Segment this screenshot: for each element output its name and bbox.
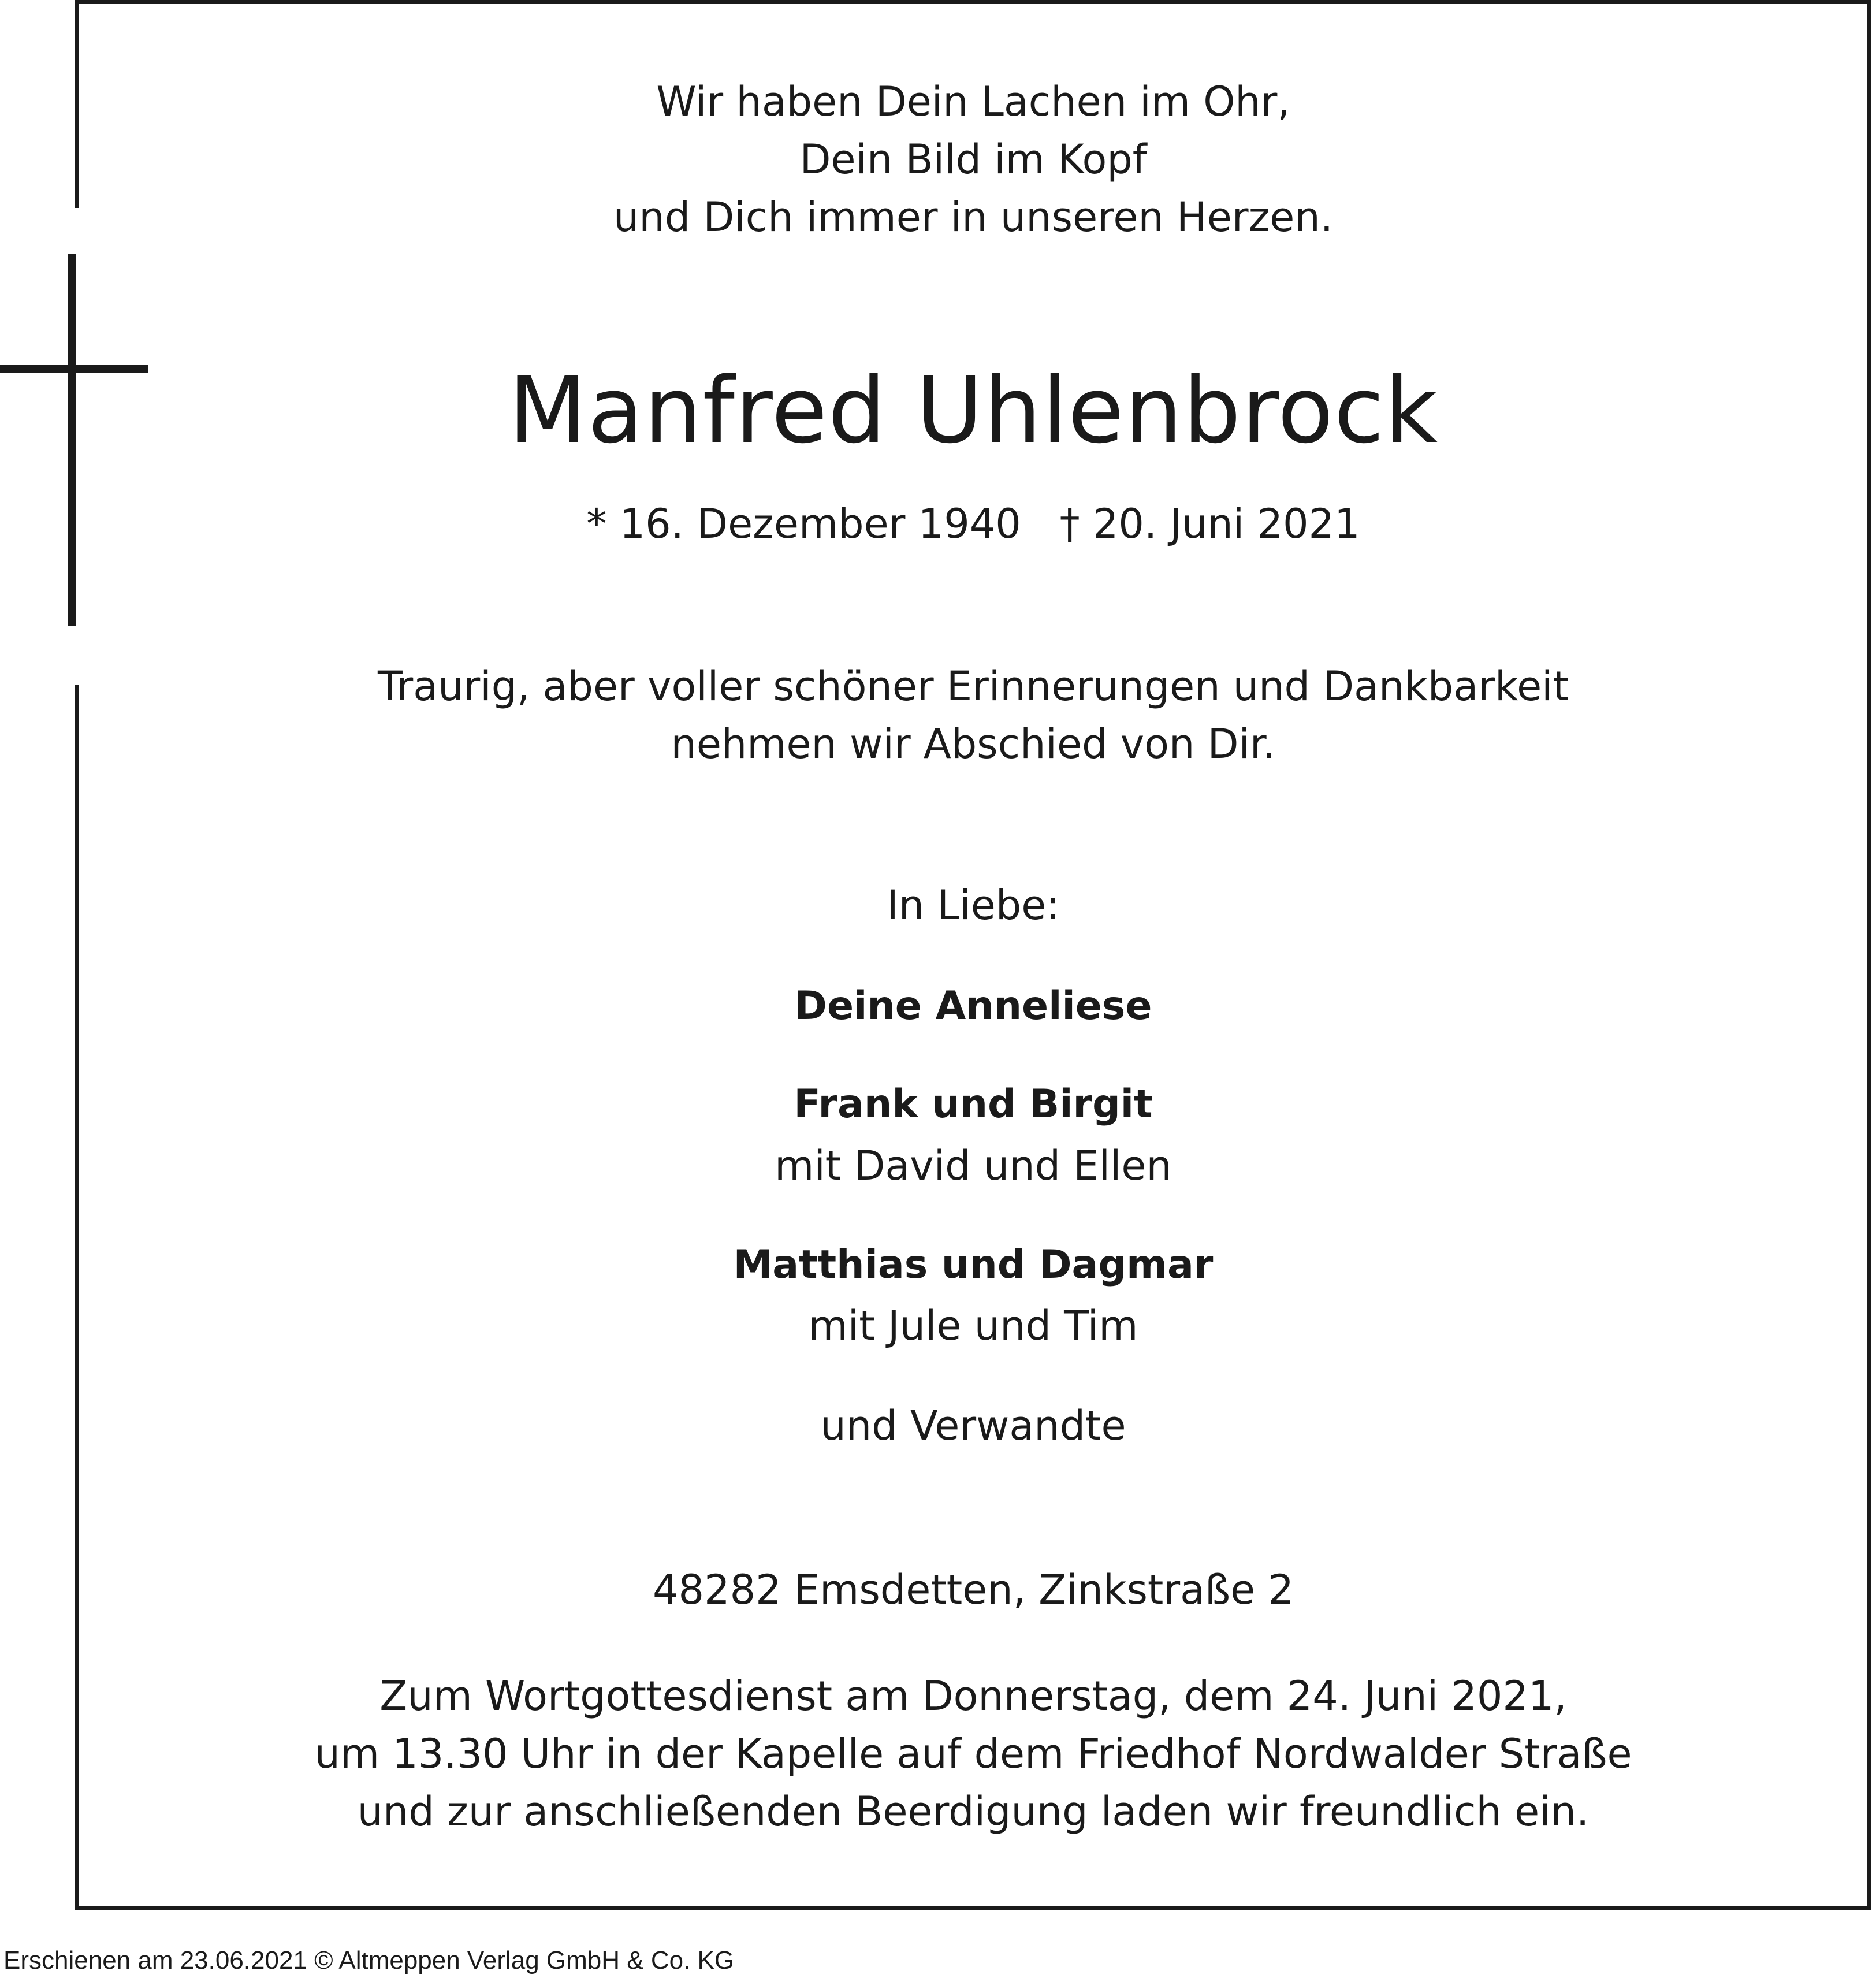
publication-footer: Erschienen am 23.06.2021 © Altmeppen Verlag GmbH & Co. KG xyxy=(3,1946,735,1975)
frame-left-edge-upper xyxy=(75,0,79,208)
mourner-family-1-names: Frank und Birgit xyxy=(794,1081,1153,1127)
service-line-3: und zur anschließenden Beerdigung laden wir freundlich ein. xyxy=(357,1788,1590,1835)
frame-left-edge-lower xyxy=(75,685,79,1910)
service-line-1: Zum Wortgottesdienst am Donnerstag, dem 24. Juni 2021, xyxy=(379,1672,1567,1720)
farewell-line-2: nehmen wir Abschied von Dir. xyxy=(671,720,1276,768)
mourner-wife: Deine Anneliese xyxy=(794,983,1152,1029)
frame-bottom-edge xyxy=(75,1906,1871,1910)
mourner-relatives: und Verwandte xyxy=(820,1402,1126,1449)
service-line-2: um 13.30 Uhr in der Kapelle auf dem Friedhof Nordwalder Straße xyxy=(314,1730,1632,1778)
life-dates: * 16. Dezember 1940 † 20. Juni 2021 xyxy=(586,500,1360,548)
frame-right-edge xyxy=(1867,0,1871,1910)
verse-line-3: und Dich immer in unseren Herzen. xyxy=(613,194,1333,241)
verse-line-1: Wir haben Dein Lachen im Ohr, xyxy=(656,78,1290,125)
farewell-line-1: Traurig, aber voller schöner Erinnerungen und Dankbarkeit xyxy=(377,663,1569,710)
verse-line-2: Dein Bild im Kopf xyxy=(799,136,1147,183)
mourner-family-2-children: mit Jule und Tim xyxy=(808,1302,1138,1349)
deceased-name: Manfred Uhlenbrock xyxy=(508,358,1438,464)
frame-top-edge xyxy=(75,0,1871,4)
mourner-family-2-names: Matthias und Dagmar xyxy=(733,1242,1214,1288)
address: 48282 Emsdetten, Zinkstraße 2 xyxy=(653,1566,1294,1613)
in-love-heading: In Liebe: xyxy=(887,882,1060,929)
mourner-family-1-children: mit David und Ellen xyxy=(775,1142,1172,1189)
